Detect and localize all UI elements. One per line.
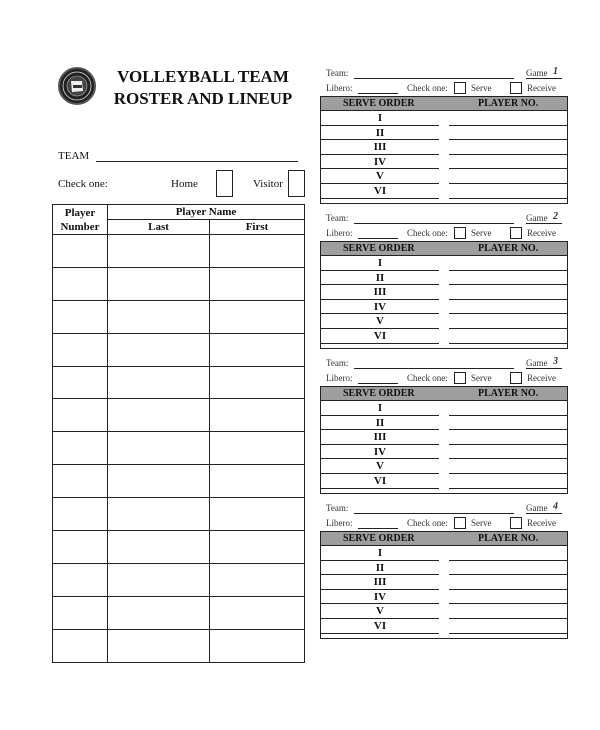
player-header-line: Player (64, 206, 96, 219)
rotation-label: V (376, 315, 384, 328)
libero-label: Libero: (326, 228, 353, 238)
first-name-cell[interactable] (210, 596, 305, 629)
title-line-1: VOLLEYBALL TEAM (117, 67, 289, 86)
serve-order-line (321, 633, 439, 634)
number-cell[interactable] (53, 235, 108, 268)
receive-checkbox[interactable] (510, 517, 522, 529)
last-name-cell[interactable] (108, 563, 210, 596)
number-cell[interactable] (53, 465, 108, 498)
serve-order-row (321, 561, 567, 576)
rotation-label: III (373, 286, 387, 299)
home-label: Home (171, 178, 198, 190)
lineup-team-field[interactable] (354, 513, 514, 514)
serve-order-row (321, 604, 567, 619)
visitor-label: Visitor (253, 178, 283, 190)
game-underline (526, 223, 562, 224)
serve-order-row (321, 445, 567, 460)
roster-row (53, 432, 305, 465)
player-no-field[interactable] (449, 488, 567, 489)
rotation-label: I (377, 402, 383, 414)
rotation-label: VI (373, 185, 387, 197)
rotation-label: II (375, 561, 385, 574)
first-name-cell[interactable] (210, 498, 305, 531)
serve-order-grid (320, 531, 568, 639)
first-name-cell[interactable] (210, 629, 305, 662)
serve-order-row (321, 575, 567, 590)
last-name-cell[interactable] (108, 465, 210, 498)
serve-order-header-bar (321, 387, 567, 401)
number-header-line: Number (60, 220, 100, 233)
rotation-label: I (377, 547, 383, 559)
player-no-header: PLAYER NO. (478, 388, 539, 399)
visitor-checkbox[interactable] (288, 170, 305, 197)
number-cell[interactable] (53, 629, 108, 662)
serve-order-row (321, 169, 567, 184)
lineup-team-label: Team: (326, 358, 349, 368)
serve-order-row (321, 184, 567, 199)
lineup-team-label: Team: (326, 213, 349, 223)
first-name-cell[interactable] (210, 267, 305, 300)
serve-checkbox[interactable] (454, 517, 466, 529)
receive-label: Receive (527, 83, 556, 93)
lineup-block (320, 211, 568, 351)
receive-label: Receive (527, 373, 556, 383)
game-number: 4 (553, 501, 558, 512)
receive-label: Receive (527, 228, 556, 238)
serve-label: Serve (471, 228, 492, 238)
lineup-check-one-label: Check one: (407, 518, 448, 528)
number-cell[interactable] (53, 563, 108, 596)
last-name-cell[interactable] (108, 629, 210, 662)
lineup-team-field[interactable] (354, 78, 514, 79)
roster-table (52, 204, 305, 663)
lineup-check-one-label: Check one: (407, 228, 448, 238)
receive-checkbox[interactable] (510, 227, 522, 239)
last-name-cell[interactable] (108, 235, 210, 268)
serve-order-header: SERVE ORDER (343, 533, 415, 544)
rotation-label: IV (373, 155, 387, 168)
roster-row (53, 235, 305, 268)
serve-order-header: SERVE ORDER (343, 388, 415, 399)
player-no-header: PLAYER NO. (478, 98, 539, 109)
lineup-block (320, 501, 568, 641)
serve-order-header-bar (321, 242, 567, 256)
rotation-label: III (373, 576, 387, 589)
rotation-label: V (376, 170, 384, 183)
serve-order-grid (320, 96, 568, 204)
serve-label: Serve (471, 518, 492, 528)
game-label: Game (526, 503, 548, 513)
rotation-label: III (373, 431, 387, 444)
serve-order-row (321, 285, 567, 300)
rotation-label: VI (373, 475, 387, 487)
lineup-team-field[interactable] (354, 223, 514, 224)
rotation-label: II (375, 271, 385, 284)
player-no-header: PLAYER NO. (478, 243, 539, 254)
player-no-field[interactable] (449, 198, 567, 199)
libero-field[interactable] (358, 93, 398, 94)
last-name-cell[interactable] (108, 531, 210, 564)
serve-order-row (321, 111, 567, 126)
serve-label: Serve (471, 83, 492, 93)
number-cell[interactable] (53, 498, 108, 531)
libero-field[interactable] (358, 528, 398, 529)
first-name-cell[interactable] (210, 399, 305, 432)
number-cell[interactable] (53, 432, 108, 465)
game-label: Game (526, 358, 548, 368)
serve-order-header: SERVE ORDER (343, 243, 415, 254)
rotation-label: I (377, 257, 383, 269)
serve-order-row (321, 314, 567, 329)
rotation-label: IV (373, 445, 387, 458)
serve-order-header: SERVE ORDER (343, 98, 415, 109)
number-cell[interactable] (53, 366, 108, 399)
serve-order-grid (320, 241, 568, 349)
first-name-cell[interactable] (210, 563, 305, 596)
serve-order-row (321, 430, 567, 445)
rotation-label: III (373, 141, 387, 154)
serve-order-row (321, 126, 567, 141)
receive-checkbox[interactable] (510, 82, 522, 94)
game-underline (526, 513, 562, 514)
rotation-label: II (375, 126, 385, 139)
first-name-cell[interactable] (210, 300, 305, 333)
lineup-team-label: Team: (326, 68, 349, 78)
roster-row (53, 333, 305, 366)
first-name-cell[interactable] (210, 465, 305, 498)
serve-order-line (321, 198, 439, 199)
player-no-header: PLAYER NO. (478, 533, 539, 544)
roster-row (53, 300, 305, 333)
serve-order-header-bar (321, 97, 567, 111)
serve-checkbox[interactable] (454, 372, 466, 384)
player-no-field[interactable] (449, 343, 567, 344)
game-number: 1 (553, 66, 558, 77)
number-cell[interactable] (53, 531, 108, 564)
game-label: Game (526, 68, 548, 78)
roster-row (53, 629, 305, 662)
lineup-team-label: Team: (326, 503, 349, 513)
first-name-cell[interactable] (210, 333, 305, 366)
serve-order-row (321, 140, 567, 155)
first-name-cell[interactable] (210, 531, 305, 564)
player-name-header: Player Name (108, 205, 305, 220)
libero-field[interactable] (358, 238, 398, 239)
lineup-check-one-label: Check one: (407, 83, 448, 93)
number-cell[interactable] (53, 267, 108, 300)
serve-order-line (321, 343, 439, 344)
roster-row (53, 563, 305, 596)
last-name-cell[interactable] (108, 432, 210, 465)
first-name-cell[interactable] (210, 235, 305, 268)
lineup-check-one-label: Check one: (407, 373, 448, 383)
receive-checkbox[interactable] (510, 372, 522, 384)
player-no-field[interactable] (449, 633, 567, 634)
last-name-header: Last (108, 220, 210, 235)
roster-row (53, 531, 305, 564)
number-cell[interactable] (53, 333, 108, 366)
last-name-cell[interactable] (108, 300, 210, 333)
number-cell[interactable] (53, 300, 108, 333)
libero-field[interactable] (358, 383, 398, 384)
libero-label: Libero: (326, 373, 353, 383)
game-underline (526, 368, 562, 369)
page-title (108, 66, 298, 110)
roster-row (53, 366, 305, 399)
team-name-field[interactable] (96, 161, 298, 162)
roster-row (53, 267, 305, 300)
player-number-header (53, 205, 108, 235)
serve-order-row (321, 416, 567, 431)
serve-order-row (321, 459, 567, 474)
serve-order-row (321, 256, 567, 271)
libero-label: Libero: (326, 83, 353, 93)
title-line-2: ROSTER AND LINEUP (113, 89, 293, 108)
last-name-cell[interactable] (108, 366, 210, 399)
home-checkbox[interactable] (216, 170, 233, 197)
lineup-team-field[interactable] (354, 368, 514, 369)
last-name-cell[interactable] (108, 333, 210, 366)
rotation-label: V (376, 605, 384, 618)
serve-order-row (321, 474, 567, 489)
serve-order-row (321, 546, 567, 561)
serve-order-row (321, 155, 567, 170)
rotation-label: II (375, 416, 385, 429)
last-name-cell[interactable] (108, 596, 210, 629)
roster-row (53, 498, 305, 531)
roster-row (53, 465, 305, 498)
last-name-cell[interactable] (108, 399, 210, 432)
serve-label: Serve (471, 373, 492, 383)
lineup-block (320, 356, 568, 496)
game-number: 2 (553, 211, 558, 222)
serve-order-row (321, 300, 567, 315)
rotation-label: VI (373, 330, 387, 342)
rotation-label: VI (373, 620, 387, 632)
serve-order-row (321, 590, 567, 605)
serve-order-row (321, 401, 567, 416)
association-seal-icon (58, 67, 96, 105)
rotation-label: IV (373, 590, 387, 603)
serve-order-row (321, 329, 567, 344)
first-name-cell[interactable] (210, 432, 305, 465)
receive-label: Receive (527, 518, 556, 528)
game-number: 3 (553, 356, 558, 367)
roster-row (53, 399, 305, 432)
rotation-label: I (377, 112, 383, 124)
lineup-block (320, 66, 568, 206)
check-one-label: Check one: (58, 178, 108, 190)
serve-order-grid (320, 386, 568, 494)
first-name-cell[interactable] (210, 366, 305, 399)
last-name-cell[interactable] (108, 267, 210, 300)
last-name-cell[interactable] (108, 498, 210, 531)
serve-order-line (321, 488, 439, 489)
number-cell[interactable] (53, 596, 108, 629)
libero-label: Libero: (326, 518, 353, 528)
serve-checkbox[interactable] (454, 227, 466, 239)
serve-order-header-bar (321, 532, 567, 546)
game-underline (526, 78, 562, 79)
serve-checkbox[interactable] (454, 82, 466, 94)
rotation-label: V (376, 460, 384, 473)
rotation-label: IV (373, 300, 387, 313)
serve-order-row (321, 619, 567, 634)
first-name-header: First (210, 220, 305, 235)
team-label: TEAM (58, 150, 90, 162)
game-label: Game (526, 213, 548, 223)
number-cell[interactable] (53, 399, 108, 432)
serve-order-row (321, 271, 567, 286)
roster-row (53, 596, 305, 629)
